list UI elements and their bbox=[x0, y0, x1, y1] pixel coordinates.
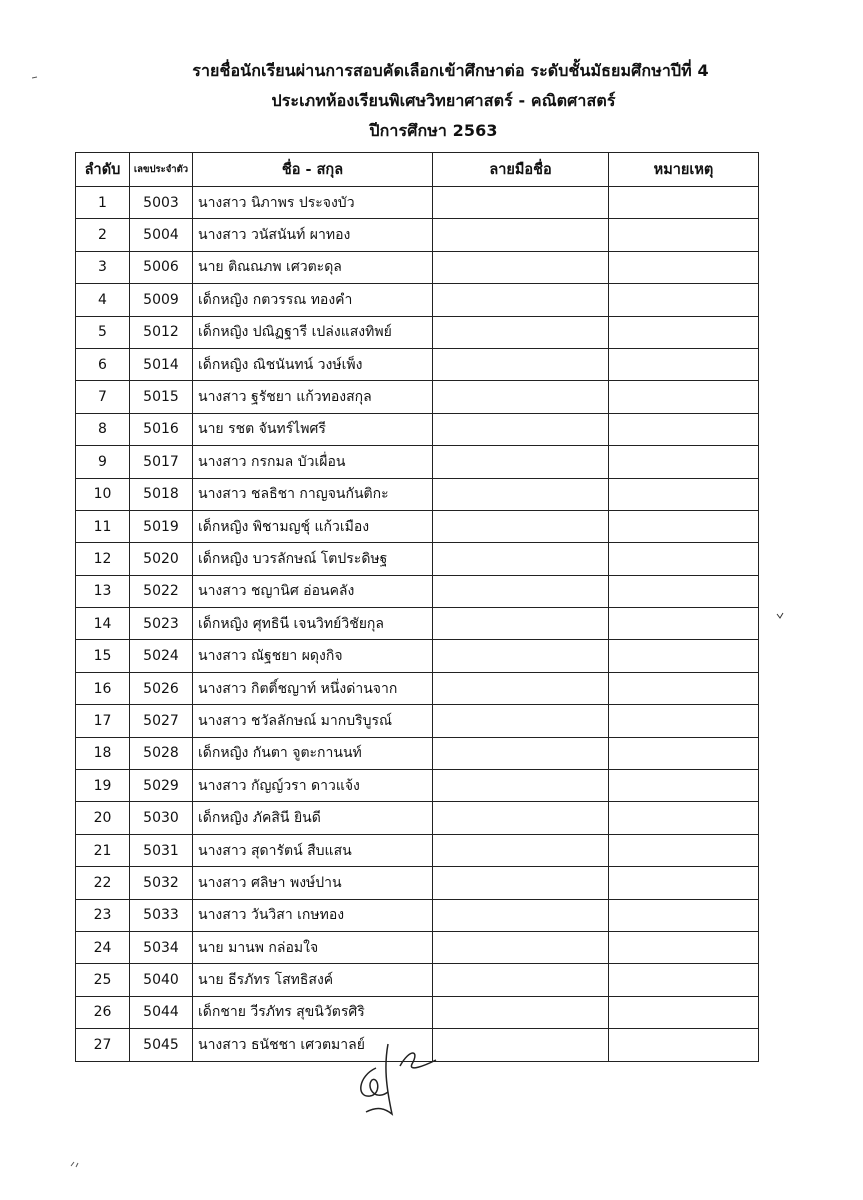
column-header-name: ชื่อ - สกุล bbox=[193, 153, 433, 187]
row-number: 16 bbox=[76, 672, 130, 704]
student-name: นางสาว ฐรัชยา แก้วทองสกุล bbox=[193, 381, 433, 413]
row-number: 7 bbox=[76, 381, 130, 413]
signature-cell bbox=[433, 446, 609, 478]
signature-cell bbox=[433, 187, 609, 219]
remark-cell bbox=[609, 478, 759, 510]
student-id: 5045 bbox=[130, 1029, 193, 1061]
student-id: 5024 bbox=[130, 640, 193, 672]
signature-cell bbox=[433, 478, 609, 510]
row-number: 15 bbox=[76, 640, 130, 672]
table-row bbox=[76, 413, 759, 445]
remark-cell bbox=[609, 899, 759, 931]
table-row bbox=[76, 251, 759, 283]
remark-cell bbox=[609, 1029, 759, 1061]
student-id: 5034 bbox=[130, 931, 193, 963]
student-name: เด็กหญิง ปณิฏฐารี เปล่งแสงทิพย์ bbox=[193, 316, 433, 348]
remark-cell bbox=[609, 446, 759, 478]
student-name: นางสาว ชวัลลักษณ์ มากบริบูรณ์ bbox=[193, 705, 433, 737]
table-row bbox=[76, 510, 759, 542]
student-id: 5023 bbox=[130, 608, 193, 640]
signature-cell bbox=[433, 996, 609, 1028]
signature-cell bbox=[433, 381, 609, 413]
row-number: 12 bbox=[76, 543, 130, 575]
remark-cell bbox=[609, 575, 759, 607]
student-name: เด็กหญิง บวรลักษณ์ โตประดิษฐ bbox=[193, 543, 433, 575]
student-name: นางสาว กัญญ์วรา ดาวแจ้ง bbox=[193, 770, 433, 802]
student-name: นางสาว ชญานิศ อ่อนคลัง bbox=[193, 575, 433, 607]
title-line-1: รายชื่อนักเรียนผ่านการสอบคัดเลือกเข้าศึกษาต่อ ระดับชั้นมัธยมศึกษาปีที่ 4 bbox=[192, 61, 709, 80]
table-row bbox=[76, 348, 759, 380]
student-id: 5040 bbox=[130, 964, 193, 996]
remark-cell bbox=[609, 931, 759, 963]
table-row bbox=[76, 899, 759, 931]
row-number: 25 bbox=[76, 964, 130, 996]
table-row bbox=[76, 187, 759, 219]
student-id: 5017 bbox=[130, 446, 193, 478]
student-name: เด็กหญิง ภัคสินี ยินดี bbox=[193, 802, 433, 834]
column-header-signature: ลายมือชื่อ bbox=[433, 153, 609, 187]
scan-speck-icon bbox=[70, 1160, 80, 1168]
table-row bbox=[76, 316, 759, 348]
remark-cell bbox=[609, 381, 759, 413]
signature-cell bbox=[433, 672, 609, 704]
table-row bbox=[76, 867, 759, 899]
student-name: นาย มานพ กล่อมใจ bbox=[193, 931, 433, 963]
table-row bbox=[76, 705, 759, 737]
row-number: 17 bbox=[76, 705, 130, 737]
table-row bbox=[76, 219, 759, 251]
row-number: 18 bbox=[76, 737, 130, 769]
remark-cell bbox=[609, 316, 759, 348]
row-number: 11 bbox=[76, 510, 130, 542]
student-name: เด็กหญิง กันตา จูตะกานนท์ bbox=[193, 737, 433, 769]
student-id: 5016 bbox=[130, 413, 193, 445]
student-id: 5026 bbox=[130, 672, 193, 704]
remark-cell bbox=[609, 348, 759, 380]
student-name: เด็กหญิง พิชามญชุ์ แก้วเมือง bbox=[193, 510, 433, 542]
student-name: นางสาว วันวิสา เกษทอง bbox=[193, 899, 433, 931]
signature-cell bbox=[433, 219, 609, 251]
row-number: 2 bbox=[76, 219, 130, 251]
student-id: 5028 bbox=[130, 737, 193, 769]
remark-cell bbox=[609, 510, 759, 542]
student-id: 5015 bbox=[130, 381, 193, 413]
table-row bbox=[76, 478, 759, 510]
student-name: เด็กหญิง กตวรรณ ทองคำ bbox=[193, 284, 433, 316]
student-id: 5032 bbox=[130, 867, 193, 899]
signature-cell bbox=[433, 251, 609, 283]
student-id: 5044 bbox=[130, 996, 193, 1028]
signature-cell bbox=[433, 608, 609, 640]
student-name: นางสาว ชลธิชา กาญจนกันติกะ bbox=[193, 478, 433, 510]
row-number: 3 bbox=[76, 251, 130, 283]
student-id: 5020 bbox=[130, 543, 193, 575]
row-number: 6 bbox=[76, 348, 130, 380]
row-number: 19 bbox=[76, 770, 130, 802]
student-name: นางสาว ณัฐชยา ผดุงกิจ bbox=[193, 640, 433, 672]
remark-cell bbox=[609, 996, 759, 1028]
signature-cell bbox=[433, 348, 609, 380]
column-header-remark: หมายเหตุ bbox=[609, 153, 759, 187]
signature-cell bbox=[433, 737, 609, 769]
row-number: 23 bbox=[76, 899, 130, 931]
remark-cell bbox=[609, 543, 759, 575]
scan-speck-icon bbox=[32, 76, 38, 80]
scan-speck-icon bbox=[776, 612, 784, 620]
student-name: นาย ติณณภพ เศวตะดุล bbox=[193, 251, 433, 283]
remark-cell bbox=[609, 413, 759, 445]
signature-cell bbox=[433, 316, 609, 348]
student-list-table bbox=[75, 152, 759, 1062]
row-number: 14 bbox=[76, 608, 130, 640]
title-line-2: ประเภทห้องเรียนพิเศษวิทยาศาสตร์ - คณิตศาสตร์ bbox=[271, 91, 616, 110]
remark-cell bbox=[609, 251, 759, 283]
table-row bbox=[76, 608, 759, 640]
student-name: นางสาว นิภาพร ประจงบัว bbox=[193, 187, 433, 219]
table-row bbox=[76, 543, 759, 575]
remark-cell bbox=[609, 802, 759, 834]
row-number: 5 bbox=[76, 316, 130, 348]
row-number: 9 bbox=[76, 446, 130, 478]
remark-cell bbox=[609, 705, 759, 737]
remark-cell bbox=[609, 284, 759, 316]
table-row bbox=[76, 802, 759, 834]
student-id: 5014 bbox=[130, 348, 193, 380]
table-header-row bbox=[76, 153, 759, 187]
signature-cell bbox=[433, 802, 609, 834]
row-number: 26 bbox=[76, 996, 130, 1028]
remark-cell bbox=[609, 834, 759, 866]
signature-cell bbox=[433, 834, 609, 866]
row-number: 1 bbox=[76, 187, 130, 219]
remark-cell bbox=[609, 867, 759, 899]
signature-cell bbox=[433, 543, 609, 575]
student-id: 5003 bbox=[130, 187, 193, 219]
table-row bbox=[76, 575, 759, 607]
signature-cell bbox=[433, 964, 609, 996]
student-id: 5009 bbox=[130, 284, 193, 316]
student-name: นาย รชต จันทร์ไพศรี bbox=[193, 413, 433, 445]
student-id: 5031 bbox=[130, 834, 193, 866]
student-name: เด็กหญิง ศุทธินี เจนวิทย์วิชัยกุล bbox=[193, 608, 433, 640]
student-id: 5006 bbox=[130, 251, 193, 283]
signature-icon bbox=[348, 1036, 458, 1122]
student-name: นางสาว ธนัชชา เศวตมาลย์ bbox=[193, 1029, 433, 1061]
student-name: เด็กชาย วีรภัทร สุขนิวัตรศิริ bbox=[193, 996, 433, 1028]
student-name: นางสาว กรกมล บัวเผื่อน bbox=[193, 446, 433, 478]
table-row bbox=[76, 964, 759, 996]
remark-cell bbox=[609, 672, 759, 704]
table-row bbox=[76, 381, 759, 413]
table-row bbox=[76, 737, 759, 769]
row-number: 27 bbox=[76, 1029, 130, 1061]
student-name: นางสาว วนัสนันท์ ผาทอง bbox=[193, 219, 433, 251]
student-id: 5029 bbox=[130, 770, 193, 802]
remark-cell bbox=[609, 737, 759, 769]
remark-cell bbox=[609, 640, 759, 672]
title-line-3: ปีการศึกษา 2563 bbox=[369, 121, 498, 140]
table-row bbox=[76, 284, 759, 316]
signature-cell bbox=[433, 705, 609, 737]
row-number: 22 bbox=[76, 867, 130, 899]
document-header bbox=[0, 56, 863, 146]
signature-cell bbox=[433, 1029, 609, 1061]
student-name: นางสาว สุดารัตน์ สืบแสน bbox=[193, 834, 433, 866]
student-name: นางสาว กิตติ์ชญาท์ หนึ่งด่านจาก bbox=[193, 672, 433, 704]
table-row bbox=[76, 996, 759, 1028]
table-row bbox=[76, 672, 759, 704]
signature-cell bbox=[433, 575, 609, 607]
signature-cell bbox=[433, 413, 609, 445]
remark-cell bbox=[609, 770, 759, 802]
student-id: 5012 bbox=[130, 316, 193, 348]
column-header-no: ลำดับ bbox=[76, 153, 130, 187]
remark-cell bbox=[609, 187, 759, 219]
student-id: 5033 bbox=[130, 899, 193, 931]
row-number: 10 bbox=[76, 478, 130, 510]
table-row bbox=[76, 770, 759, 802]
remark-cell bbox=[609, 219, 759, 251]
student-id: 5030 bbox=[130, 802, 193, 834]
table-row bbox=[76, 931, 759, 963]
student-id: 5019 bbox=[130, 510, 193, 542]
student-name: นาย ธีรภัทร โสทธิสงค์ bbox=[193, 964, 433, 996]
table-row bbox=[76, 446, 759, 478]
signature-cell bbox=[433, 867, 609, 899]
row-number: 13 bbox=[76, 575, 130, 607]
signature-cell bbox=[433, 770, 609, 802]
student-id: 5004 bbox=[130, 219, 193, 251]
row-number: 24 bbox=[76, 931, 130, 963]
row-number: 8 bbox=[76, 413, 130, 445]
signature-cell bbox=[433, 640, 609, 672]
table-row bbox=[76, 640, 759, 672]
signature-cell bbox=[433, 284, 609, 316]
row-number: 20 bbox=[76, 802, 130, 834]
signature-cell bbox=[433, 510, 609, 542]
student-name: เด็กหญิง ณิชนันทน์ วงษ์เพ็ง bbox=[193, 348, 433, 380]
student-id: 5018 bbox=[130, 478, 193, 510]
column-header-id: เลขประจำตัว bbox=[130, 153, 193, 187]
signature-cell bbox=[433, 931, 609, 963]
row-number: 4 bbox=[76, 284, 130, 316]
signature-cell bbox=[433, 899, 609, 931]
row-number: 21 bbox=[76, 834, 130, 866]
remark-cell bbox=[609, 608, 759, 640]
table-row bbox=[76, 834, 759, 866]
student-name: นางสาว ศลิษา พงษ์ปาน bbox=[193, 867, 433, 899]
student-id: 5022 bbox=[130, 575, 193, 607]
student-id: 5027 bbox=[130, 705, 193, 737]
remark-cell bbox=[609, 964, 759, 996]
